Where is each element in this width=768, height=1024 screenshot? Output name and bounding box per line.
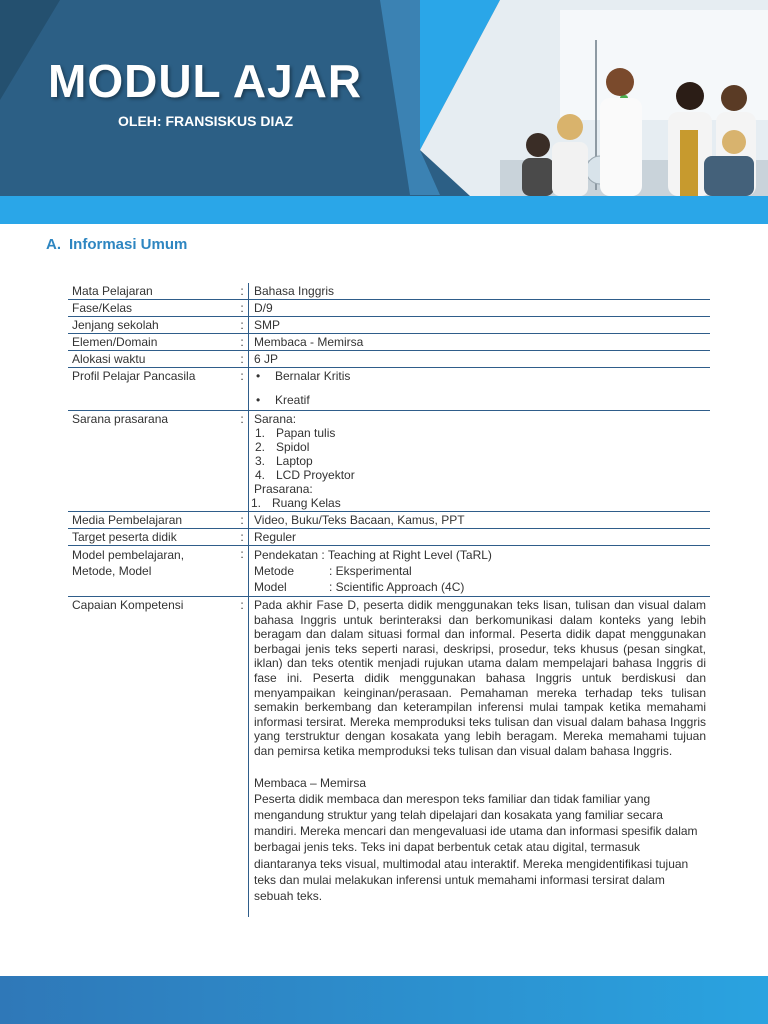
model-method — [254, 563, 706, 579]
student-head-2 — [557, 114, 583, 140]
cover-header — [0, 0, 768, 224]
label-mata-pelajaran: Mata Pelajaran — [68, 283, 236, 300]
colon: : — [236, 351, 249, 368]
document-author: OLEH: FRANSISKUS DIAZ — [118, 113, 293, 129]
label-profil: Profil Pelajar Pancasila — [68, 368, 236, 411]
item-number: 3. — [255, 454, 266, 468]
general-info-table — [68, 283, 710, 917]
label-sarana: Sarana prasarana — [68, 411, 236, 512]
student-head-3 — [606, 68, 634, 96]
student-body-3 — [600, 98, 642, 196]
colon: : — [236, 334, 249, 351]
student-body-1 — [522, 158, 554, 196]
colon: : — [236, 512, 249, 529]
item-number: 4. — [255, 468, 266, 482]
value-capaian — [249, 597, 711, 918]
list-item: • Kreatif — [254, 393, 706, 407]
label-model — [68, 546, 236, 597]
row-elemen — [68, 334, 710, 351]
value-elemen: Membaca - Memirsa — [249, 334, 711, 351]
colon: : — [236, 300, 249, 317]
section-title: Informasi Umum — [69, 236, 188, 253]
label-jenjang: Jenjang sekolah — [68, 317, 236, 334]
student-body-2 — [552, 142, 588, 196]
item-text: Laptop — [276, 454, 313, 468]
value-alokasi: 6 JP — [249, 351, 711, 368]
row-mata-pelajaran — [68, 283, 710, 300]
value-profil — [249, 368, 711, 411]
item-text: Papan tulis — [276, 426, 336, 440]
row-sarana — [68, 411, 710, 512]
colon: : — [236, 597, 249, 918]
colon: : — [236, 546, 249, 597]
item-number: 1. — [251, 496, 262, 510]
label-target: Target peserta didik — [68, 529, 236, 546]
footer-band — [0, 976, 768, 1024]
student-head-4 — [676, 82, 704, 110]
model-model-key: Model — [254, 580, 287, 594]
profil-list — [254, 369, 706, 407]
value-model — [249, 546, 711, 597]
item-text: LCD Proyektor — [276, 468, 355, 482]
value-target: Reguler — [249, 529, 711, 546]
list-item — [251, 496, 706, 510]
model-model-value: : Scientific Approach (4C) — [329, 580, 465, 594]
header-graphic — [0, 0, 768, 224]
row-media — [68, 512, 710, 529]
value-mata-pelajaran: Bahasa Inggris — [249, 283, 711, 300]
model-model — [254, 579, 706, 595]
item-number: 1. — [255, 426, 266, 440]
list-item: • Bernalar Kritis — [254, 369, 706, 383]
label-elemen: Elemen/Domain — [68, 334, 236, 351]
model-method-key: Metode — [254, 564, 295, 578]
label-model-line-2: Metode, Model — [72, 564, 152, 578]
header-blue-band — [0, 196, 768, 224]
student-head-1 — [526, 133, 550, 157]
value-jenjang: SMP — [249, 317, 711, 334]
colon: : — [236, 317, 249, 334]
value-fase-kelas: D/9 — [249, 300, 711, 317]
list-item — [254, 454, 706, 468]
section-letter: A. — [46, 236, 61, 253]
list-item — [254, 468, 706, 482]
row-fase-kelas — [68, 300, 710, 317]
capaian-paragraph-2: Peserta didik membaca dan merespon teks familiar dan tidak familiar yang mengandung struktur yang telah dipelajari dan kosakata yang familiar secara mandiri. Mereka mencari dan mengevaluasi ide utama dan informasi spesifik dalam berbagai jenis teks. Teks ini dapat berbentuk cetak atau digital, termasuk diantaranya teks visual, multimodal atau interaktif. Mereka mengidentifikasi tujuan teks dan mulai melakukan inferensi untuk memahami informasi tersirat dalam sebuah teks. — [254, 791, 698, 903]
row-profil — [68, 368, 710, 411]
value-media: Video, Buku/Teks Bacaan, Kamus, PPT — [249, 512, 711, 529]
label-alokasi: Alokasi waktu — [68, 351, 236, 368]
label-model-line-1: Model pembelajaran, — [72, 548, 185, 562]
capaian-subheading: Membaca – Memirsa — [254, 775, 367, 790]
prasarana-title: Prasarana: — [254, 482, 313, 496]
colon: : — [236, 529, 249, 546]
row-model — [68, 546, 710, 597]
row-alokasi — [68, 351, 710, 368]
item-text: Ruang Kelas — [272, 496, 341, 510]
list-item — [254, 440, 706, 454]
student-head-6 — [722, 130, 746, 154]
section-heading — [46, 236, 187, 253]
label-capaian: Capaian Kompetensi — [72, 598, 184, 612]
value-sarana — [249, 411, 711, 512]
model-approach: Pendekatan : Teaching at Right Level (TaRL) — [254, 548, 492, 562]
item-text: Spidol — [276, 440, 310, 454]
sarana-title: Sarana: — [254, 412, 297, 426]
student-head-5 — [721, 85, 747, 111]
student-shirt-4 — [680, 130, 698, 196]
document-title: MODUL AJAR — [48, 55, 363, 107]
row-jenjang — [68, 317, 710, 334]
row-capaian — [68, 597, 710, 918]
colon: : — [236, 283, 249, 300]
colon: : — [236, 411, 249, 512]
row-target — [68, 529, 710, 546]
colon: : — [236, 368, 249, 411]
model-method-value: : Eksperimental — [329, 564, 412, 578]
label-fase-kelas: Fase/Kelas — [68, 300, 236, 317]
student-body-6 — [704, 156, 754, 196]
item-number: 2. — [255, 440, 266, 454]
label-media: Media Pembelajaran — [68, 512, 236, 529]
capaian-paragraph-1: Pada akhir Fase D, peserta didik menggunakan teks lisan, tulisan dan visual dalam bahasa Inggris untuk berinteraksi dan berkomunikasi dalam konteks yang lebih beragam dan dalam situasi formal dan informal. Peserta didik dapat menggunakan berbagai jenis teks seperti narasi, deskripsi, prosedur, teks khusus (pesan singkat, iklan) dan teks otentik menjadi rujukan utama dalam mempelajari bahasa Inggris di fase ini. Peserta didik menggunakan bahasa Inggris untuk berdiskusi dan menyampaikan keinginan/perasaan. Pemahaman mereka terhadap teks tulisan semakin berkembang dan keterampilan inferensi mulai tampak ketika memahami informasi tersirat. Mereka memproduksi teks tulisan dan visual dalam bahasa Inggris yang terstruktur dengan kosakata yang lebih beragam. Mereka memahami tujuan dan pemirsa ketika memproduksi teks tulisan dan visual dalam bahasa Inggris. — [254, 598, 706, 758]
paragraph-spacer — [254, 759, 706, 775]
list-item — [254, 426, 706, 440]
